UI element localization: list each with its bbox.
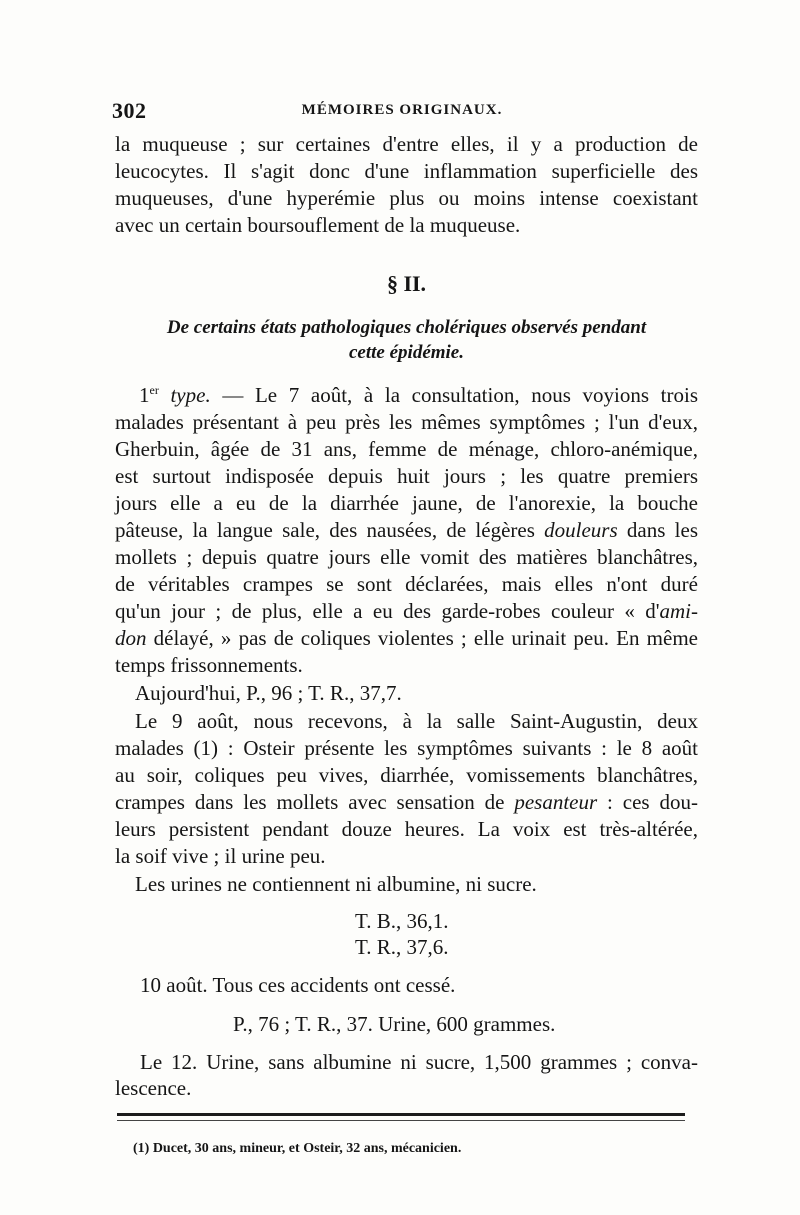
text-line: la soif vive ; il urine peu.: [115, 844, 326, 868]
text-line: leucocytes. Il s'agit donc d'une inflammation superficielle des: [115, 159, 698, 183]
text-line: 10 août. Tous ces accidents ont cessé.: [140, 973, 456, 997]
text-line: malades (1) : Osteir présente les symptômes suivants : le 8 août: [115, 736, 698, 760]
text-line: lescence.: [115, 1076, 192, 1100]
text-line: malades présentant à peu près les mêmes symptômes ; l'un d'eux,: [115, 410, 698, 434]
footnote: (1) Ducet, 30 ans, mineur, et Osteir, 32 ans, mécanicien.: [133, 1141, 462, 1156]
text-line: Le 9 août, nous recevons, à la salle Saint-Augustin, deux: [135, 709, 698, 733]
measurement-line: T. B., 36,1.: [355, 909, 449, 933]
text-line: avec un certain boursouflement de la muqueuse.: [115, 213, 521, 237]
italic-term: ami-: [659, 599, 698, 623]
italic-term: douleurs: [544, 518, 618, 542]
text-line: Aujourd'hui, P., 96 ; T. R., 37,7.: [135, 681, 402, 705]
text-fragment: délayé, » pas de coliques violentes ; elle urinait peu. En même: [146, 626, 698, 650]
text-line: mollets ; depuis quatre jours elle vomit des matières blanchâtres,: [115, 545, 698, 569]
text-line: [115, 790, 698, 815]
page-number: 302: [112, 98, 147, 123]
text-line: Le 12. Urine, sans albumine ni sucre, 1,500 grammes ; conva-: [140, 1050, 698, 1074]
text-fragment: dans les: [617, 518, 698, 542]
italic-term: don: [115, 626, 147, 650]
section-subtitle: cette épidémie.: [349, 342, 464, 363]
page-header: [112, 98, 692, 128]
text-line: Gherbuin, âgée de 31 ans, femme de ménage, chloro-anémique,: [115, 437, 698, 461]
text-line: est surtout indisposée depuis huit jours ; les quatre premiers: [115, 464, 698, 488]
text-line: au soir, coliques peu vives, diarrhée, vomissements blanchâtres,: [115, 763, 698, 787]
text-line: jours elle a eu de la diarrhée jaune, de l'anorexie, la bouche: [115, 491, 698, 515]
italic-term: pesanteur: [514, 790, 598, 814]
footnote-rule-thin: [117, 1120, 685, 1121]
text-line: [115, 599, 698, 624]
running-head: MÉMOIRES ORIGINAUX.: [301, 102, 503, 118]
italic-term: type.: [170, 383, 211, 407]
text-fragment: crampes dans les mollets avec sensation de: [115, 790, 515, 814]
measurement-line: P., 76 ; T. R., 37. Urine, 600 grammes.: [233, 1012, 556, 1036]
ordinal-suffix: er: [149, 383, 159, 397]
section-heading: § II.: [386, 271, 427, 296]
text-fragment: — Le 7 août, à la consultation, nous voyions trois: [210, 383, 698, 407]
text-fragment: : ces dou-: [597, 790, 698, 814]
text-line: de véritables crampes se sont déclarées, mais elles n'ont duré: [115, 572, 698, 596]
text-line: [115, 626, 698, 651]
text-line: Les urines ne contiennent ni albumine, ni sucre.: [135, 872, 537, 896]
text-fragment: qu'un jour ; de plus, elle a eu des garde-robes couleur « d': [115, 599, 660, 623]
section-subtitle: De certains états pathologiques cholériques observés pendant: [166, 317, 647, 338]
text-line: la muqueuse ; sur certaines d'entre elles, il y a production de: [115, 132, 698, 156]
text-line: muqueuses, d'une hyperémie plus ou moins intense coexistant: [115, 186, 698, 210]
ordinal-number: 1: [139, 383, 150, 407]
text-line: leurs persistent pendant douze heures. La voix est très-altérée,: [115, 817, 698, 841]
footnote-rule: [117, 1113, 685, 1116]
text-line: [115, 383, 698, 408]
text-line: temps frissonnements.: [115, 653, 303, 677]
text-fragment: pâteuse, la langue sale, des nausées, de légères: [115, 518, 545, 542]
measurement-line: T. R., 37,6.: [355, 935, 449, 959]
text-line: [115, 518, 698, 543]
